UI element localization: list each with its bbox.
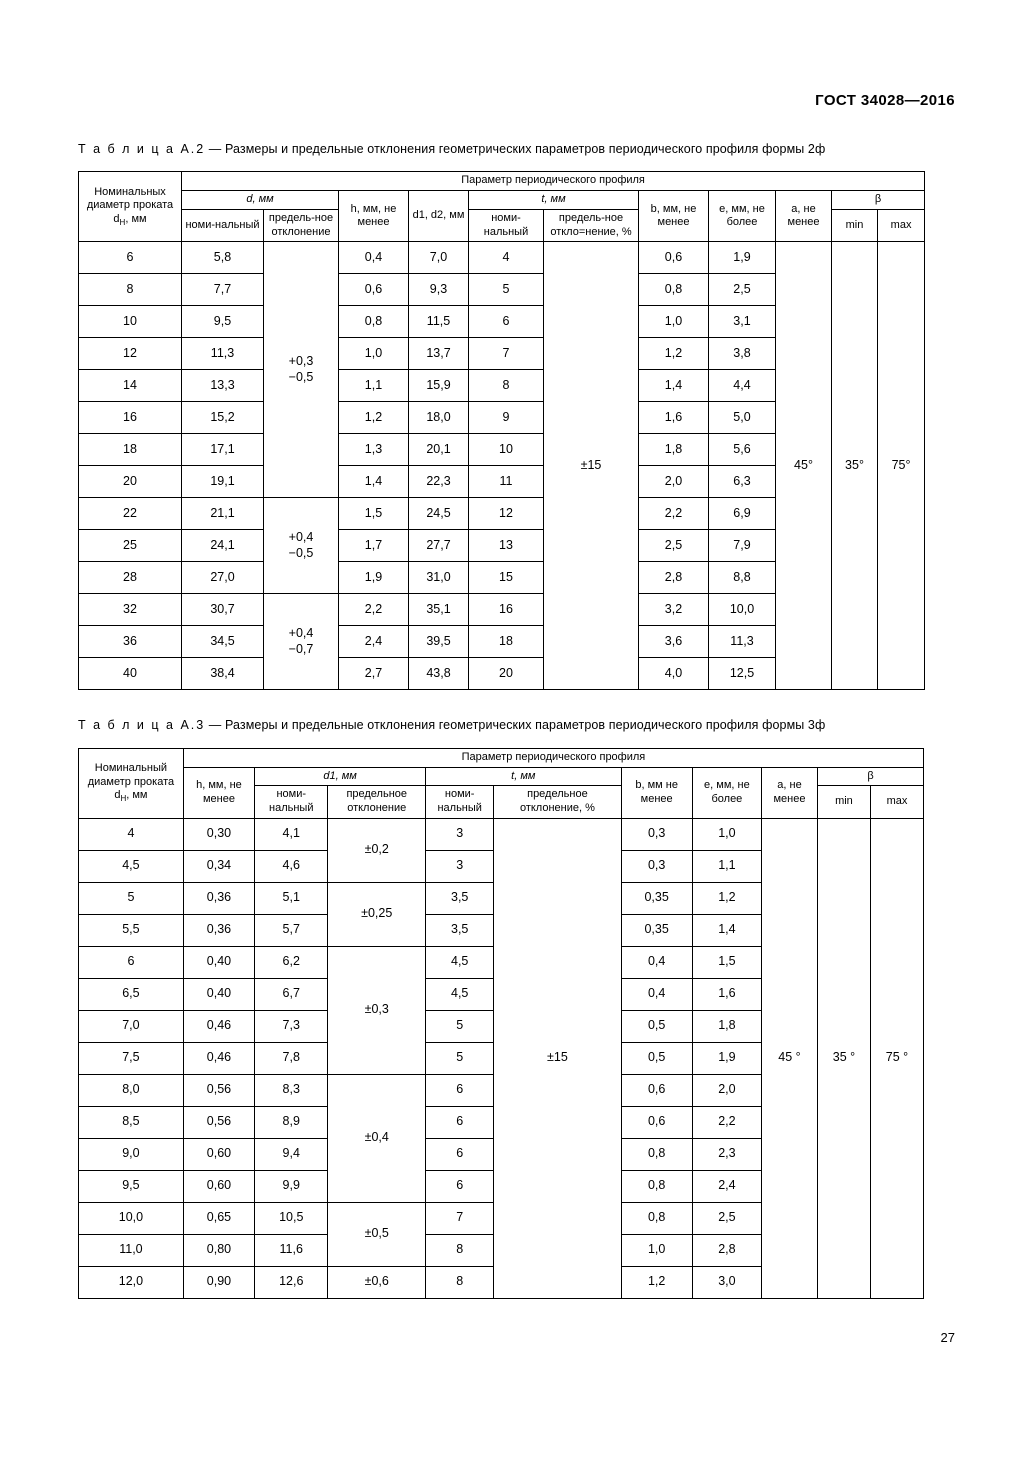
a2-cell-t-nominal: 8 xyxy=(469,370,544,402)
a3-cell-d1-nominal: 12,6 xyxy=(255,1266,328,1298)
a2-header-b: b, мм, не менее xyxy=(639,191,709,242)
a3-header-t-nominal: номи-нальный xyxy=(426,786,494,819)
a2-cell-d-nominal: 11,3 xyxy=(182,338,264,370)
a3-cell-t-deviation: ±15 xyxy=(494,818,621,1298)
a3-cell-d1-deviation: ±0,3 xyxy=(328,946,426,1074)
a3-cell-h: 0,80 xyxy=(183,1234,254,1266)
a3-cell-b: 0,5 xyxy=(621,1010,692,1042)
a3-cell-d1-nominal: 7,3 xyxy=(255,1010,328,1042)
a3-cell-nominal-diameter: 8,5 xyxy=(79,1106,184,1138)
a3-cell-nominal-diameter: 6 xyxy=(79,946,184,978)
a2-cell-t-nominal: 4 xyxy=(469,242,544,274)
a2-cell-d1d2: 13,7 xyxy=(409,338,469,370)
a2-cell-h: 1,9 xyxy=(339,562,409,594)
a3-cell-h: 0,30 xyxy=(183,818,254,850)
a3-cell-b: 0,35 xyxy=(621,882,692,914)
table-row xyxy=(79,242,925,274)
a3-cell-nominal-diameter: 6,5 xyxy=(79,978,184,1010)
a3-cell-d1-nominal: 4,1 xyxy=(255,818,328,850)
a3-nominal-diameter-label: Номинальный диаметр проката d xyxy=(87,761,175,802)
a3-body xyxy=(79,818,924,1298)
a3-cell-h: 0,56 xyxy=(183,1106,254,1138)
a3-header-t: t, мм xyxy=(426,767,621,786)
a3-cell-e: 2,8 xyxy=(692,1234,761,1266)
a3-cell-t-nominal: 5 xyxy=(426,1010,494,1042)
a2-cell-d1d2: 7,0 xyxy=(409,242,469,274)
page-number: 27 xyxy=(940,1330,955,1345)
a2-cell-e: 8,8 xyxy=(709,562,776,594)
a2-cell-a: 45° xyxy=(776,242,832,690)
a2-cell-d1d2: 22,3 xyxy=(409,466,469,498)
a2-cell-d1d2: 24,5 xyxy=(409,498,469,530)
table-a2-caption-text: — Размеры и предельные отклонения геометрических параметров периодического профиля формы 2ф xyxy=(205,142,826,156)
a3-cell-b: 0,8 xyxy=(621,1170,692,1202)
a3-header-b: b, мм не менее xyxy=(621,767,692,818)
a2-cell-b: 4,0 xyxy=(639,658,709,690)
a2-cell-d-nominal: 30,7 xyxy=(182,594,264,626)
a2-cell-b: 2,0 xyxy=(639,466,709,498)
a3-cell-nominal-diameter: 4 xyxy=(79,818,184,850)
a2-cell-d1d2: 18,0 xyxy=(409,402,469,434)
a3-header-h: h, мм, не менее xyxy=(183,767,254,818)
a2-cell-d1d2: 20,1 xyxy=(409,434,469,466)
a3-cell-b: 0,6 xyxy=(621,1106,692,1138)
a2-header-nominal-diameter xyxy=(79,172,182,242)
a2-cell-d-nominal: 19,1 xyxy=(182,466,264,498)
a3-cell-d1-deviation: ±0,6 xyxy=(328,1266,426,1298)
a3-cell-d1-nominal: 7,8 xyxy=(255,1042,328,1074)
a2-cell-nominal-diameter: 8 xyxy=(79,274,182,306)
table-a3 xyxy=(78,748,924,1299)
table-row xyxy=(79,818,924,850)
a2-body xyxy=(79,242,925,690)
a2-cell-e: 12,5 xyxy=(709,658,776,690)
a3-cell-t-nominal: 3,5 xyxy=(426,882,494,914)
a3-cell-beta-max: 75 ° xyxy=(870,818,923,1298)
a2-cell-d-nominal: 27,0 xyxy=(182,562,264,594)
a3-cell-t-nominal: 8 xyxy=(426,1266,494,1298)
a2-nominal-diameter-sub: H xyxy=(119,218,126,228)
a2-cell-d-nominal: 15,2 xyxy=(182,402,264,434)
a2-cell-h: 0,8 xyxy=(339,306,409,338)
table-a3-caption xyxy=(78,716,924,735)
a2-cell-h: 2,7 xyxy=(339,658,409,690)
a2-cell-e: 1,9 xyxy=(709,242,776,274)
a2-cell-b: 2,8 xyxy=(639,562,709,594)
a3-cell-e: 1,4 xyxy=(692,914,761,946)
a3-cell-d1-nominal: 6,2 xyxy=(255,946,328,978)
a2-cell-b: 3,2 xyxy=(639,594,709,626)
table-a3-caption-text: — Размеры и предельные отклонения геометрических параметров периодического профиля формы 3ф xyxy=(205,718,826,733)
a3-cell-h: 0,60 xyxy=(183,1138,254,1170)
a2-cell-e: 7,9 xyxy=(709,530,776,562)
a2-cell-h: 2,2 xyxy=(339,594,409,626)
a3-cell-h: 0,65 xyxy=(183,1202,254,1234)
a2-cell-t-nominal: 10 xyxy=(469,434,544,466)
a3-cell-nominal-diameter: 4,5 xyxy=(79,850,184,882)
a3-cell-t-nominal: 6 xyxy=(426,1138,494,1170)
a2-cell-d1d2: 39,5 xyxy=(409,626,469,658)
a2-cell-d1d2: 31,0 xyxy=(409,562,469,594)
a3-cell-t-nominal: 5 xyxy=(426,1042,494,1074)
a3-cell-e: 2,0 xyxy=(692,1074,761,1106)
a3-cell-e: 1,2 xyxy=(692,882,761,914)
a2-cell-nominal-diameter: 16 xyxy=(79,402,182,434)
a2-cell-h: 1,2 xyxy=(339,402,409,434)
a2-cell-nominal-diameter: 14 xyxy=(79,370,182,402)
a3-cell-t-nominal: 6 xyxy=(426,1106,494,1138)
a3-cell-nominal-diameter: 7,0 xyxy=(79,1010,184,1042)
a3-header-t-deviation: предельное отклонение, % xyxy=(494,786,621,819)
a2-nominal-diameter-units: , мм xyxy=(125,213,147,226)
a2-cell-nominal-diameter: 22 xyxy=(79,498,182,530)
a3-cell-d1-deviation: ±0,2 xyxy=(328,818,426,882)
a2-cell-b: 2,2 xyxy=(639,498,709,530)
a2-cell-d-nominal: 21,1 xyxy=(182,498,264,530)
a3-header-nominal-diameter xyxy=(79,748,184,818)
a3-cell-nominal-diameter: 10,0 xyxy=(79,1202,184,1234)
a2-cell-e: 6,9 xyxy=(709,498,776,530)
a2-cell-d-deviation: +0,4 −0,5 xyxy=(264,498,339,594)
a2-header-h: h, мм, не менее xyxy=(339,191,409,242)
a2-header-d-deviation: предель-ное отклонение xyxy=(264,209,339,242)
a3-cell-t-nominal: 4,5 xyxy=(426,946,494,978)
a3-cell-nominal-diameter: 5,5 xyxy=(79,914,184,946)
a2-cell-t-nominal: 11 xyxy=(469,466,544,498)
a2-cell-nominal-diameter: 25 xyxy=(79,530,182,562)
a2-header-a: a, не менее xyxy=(776,191,832,242)
a3-cell-b: 0,6 xyxy=(621,1074,692,1106)
a2-header-e: e, мм, не более xyxy=(709,191,776,242)
a3-cell-d1-nominal: 5,1 xyxy=(255,882,328,914)
a3-cell-t-nominal: 3,5 xyxy=(426,914,494,946)
a2-cell-d-nominal: 38,4 xyxy=(182,658,264,690)
a3-header-d1-deviation: предельное отклонение xyxy=(328,786,426,819)
a3-cell-nominal-diameter: 9,5 xyxy=(79,1170,184,1202)
a2-cell-nominal-diameter: 20 xyxy=(79,466,182,498)
a2-cell-d1d2: 9,3 xyxy=(409,274,469,306)
a3-header-beta-min: min xyxy=(817,786,870,819)
a2-cell-beta-min: 35° xyxy=(832,242,878,690)
a2-header-beta: β xyxy=(832,191,925,210)
a3-cell-e: 1,5 xyxy=(692,946,761,978)
a3-cell-b: 0,3 xyxy=(621,850,692,882)
a2-cell-b: 0,6 xyxy=(639,242,709,274)
a2-cell-t-nominal: 6 xyxy=(469,306,544,338)
a3-header-beta-max: max xyxy=(870,786,923,819)
a3-cell-d1-nominal: 6,7 xyxy=(255,978,328,1010)
a3-cell-b: 0,3 xyxy=(621,818,692,850)
a3-cell-d1-nominal: 4,6 xyxy=(255,850,328,882)
a3-cell-b: 0,8 xyxy=(621,1202,692,1234)
a3-cell-b: 0,8 xyxy=(621,1138,692,1170)
a2-cell-h: 1,7 xyxy=(339,530,409,562)
a3-cell-h: 0,90 xyxy=(183,1266,254,1298)
a2-cell-e: 4,4 xyxy=(709,370,776,402)
a2-cell-nominal-diameter: 32 xyxy=(79,594,182,626)
a2-cell-t-nominal: 5 xyxy=(469,274,544,306)
a3-cell-b: 0,4 xyxy=(621,978,692,1010)
a2-cell-h: 2,4 xyxy=(339,626,409,658)
a3-cell-e: 2,5 xyxy=(692,1202,761,1234)
a2-cell-b: 1,2 xyxy=(639,338,709,370)
a2-cell-e: 5,6 xyxy=(709,434,776,466)
a2-cell-b: 2,5 xyxy=(639,530,709,562)
a2-cell-t-nominal: 15 xyxy=(469,562,544,594)
a2-cell-b: 0,8 xyxy=(639,274,709,306)
a2-cell-d1d2: 11,5 xyxy=(409,306,469,338)
a3-cell-e: 1,8 xyxy=(692,1010,761,1042)
a2-cell-nominal-diameter: 28 xyxy=(79,562,182,594)
table-a2-caption-prefix: Т а б л и ц а А.2 xyxy=(78,142,206,156)
a2-header-d1d2: d1, d2, мм xyxy=(409,191,469,242)
a3-cell-h: 0,36 xyxy=(183,914,254,946)
a2-cell-b: 1,6 xyxy=(639,402,709,434)
page-content xyxy=(78,140,924,1299)
a3-cell-a: 45 ° xyxy=(762,818,818,1298)
table-a2-caption xyxy=(78,140,924,159)
a3-cell-e: 1,9 xyxy=(692,1042,761,1074)
a2-cell-h: 1,1 xyxy=(339,370,409,402)
a2-cell-nominal-diameter: 18 xyxy=(79,434,182,466)
a3-cell-nominal-diameter: 12,0 xyxy=(79,1266,184,1298)
a2-cell-e: 2,5 xyxy=(709,274,776,306)
a2-cell-b: 1,8 xyxy=(639,434,709,466)
a2-header-t-nominal: номи-нальный xyxy=(469,209,544,242)
a2-cell-beta-max: 75° xyxy=(878,242,925,690)
a2-header-param-group: Параметр периодического профиля xyxy=(182,172,925,191)
a3-cell-e: 2,4 xyxy=(692,1170,761,1202)
a2-cell-e: 3,8 xyxy=(709,338,776,370)
a2-cell-t-deviation: ±15 xyxy=(544,242,639,690)
a2-header-t: t, мм xyxy=(469,191,639,210)
a3-cell-h: 0,46 xyxy=(183,1010,254,1042)
a2-cell-d-nominal: 13,3 xyxy=(182,370,264,402)
a2-cell-nominal-diameter: 40 xyxy=(79,658,182,690)
a2-cell-d1d2: 43,8 xyxy=(409,658,469,690)
a3-cell-t-nominal: 3 xyxy=(426,850,494,882)
a2-cell-d-deviation: +0,4 −0,7 xyxy=(264,594,339,690)
a3-cell-b: 1,2 xyxy=(621,1266,692,1298)
a3-cell-beta-min: 35 ° xyxy=(817,818,870,1298)
a2-cell-b: 1,4 xyxy=(639,370,709,402)
a2-cell-b: 3,6 xyxy=(639,626,709,658)
a3-cell-e: 3,0 xyxy=(692,1266,761,1298)
a3-cell-h: 0,40 xyxy=(183,978,254,1010)
a2-cell-h: 1,0 xyxy=(339,338,409,370)
a2-cell-d-nominal: 5,8 xyxy=(182,242,264,274)
a3-cell-d1-nominal: 5,7 xyxy=(255,914,328,946)
a3-cell-d1-nominal: 8,9 xyxy=(255,1106,328,1138)
a3-header-beta: β xyxy=(817,767,923,786)
table-a2 xyxy=(78,171,925,690)
a2-header-beta-max: max xyxy=(878,209,925,242)
a3-cell-e: 2,3 xyxy=(692,1138,761,1170)
a3-cell-h: 0,56 xyxy=(183,1074,254,1106)
a2-cell-d1d2: 15,9 xyxy=(409,370,469,402)
a2-header-t-deviation: предель-ное откло=нение, % xyxy=(544,209,639,242)
a3-cell-d1-deviation: ±0,4 xyxy=(328,1074,426,1202)
a3-header-a: a, не менее xyxy=(762,767,818,818)
a3-nominal-diameter-units: , мм xyxy=(126,789,148,802)
a2-cell-d-nominal: 9,5 xyxy=(182,306,264,338)
a2-cell-h: 1,5 xyxy=(339,498,409,530)
a2-cell-e: 10,0 xyxy=(709,594,776,626)
a2-cell-nominal-diameter: 12 xyxy=(79,338,182,370)
a3-cell-t-nominal: 4,5 xyxy=(426,978,494,1010)
a2-cell-nominal-diameter: 36 xyxy=(79,626,182,658)
page-header: ГОСТ 34028—2016 xyxy=(815,92,955,109)
a3-cell-t-nominal: 3 xyxy=(426,818,494,850)
a3-cell-nominal-diameter: 5 xyxy=(79,882,184,914)
a3-cell-h: 0,46 xyxy=(183,1042,254,1074)
a2-cell-d-nominal: 24,1 xyxy=(182,530,264,562)
a3-cell-nominal-diameter: 9,0 xyxy=(79,1138,184,1170)
a3-cell-d1-nominal: 9,9 xyxy=(255,1170,328,1202)
a3-cell-nominal-diameter: 7,5 xyxy=(79,1042,184,1074)
a3-cell-d1-nominal: 8,3 xyxy=(255,1074,328,1106)
a3-header-e: e, мм, не более xyxy=(692,767,761,818)
a2-cell-h: 0,6 xyxy=(339,274,409,306)
a3-cell-b: 0,35 xyxy=(621,914,692,946)
a3-cell-d1-nominal: 9,4 xyxy=(255,1138,328,1170)
a3-header-d1-nominal: номи-нальный xyxy=(255,786,328,819)
a2-header-d-nominal: номи-нальный xyxy=(182,209,264,242)
a2-cell-h: 0,4 xyxy=(339,242,409,274)
a3-cell-e: 1,0 xyxy=(692,818,761,850)
a3-cell-t-nominal: 6 xyxy=(426,1074,494,1106)
a2-cell-d1d2: 27,7 xyxy=(409,530,469,562)
a2-cell-t-nominal: 12 xyxy=(469,498,544,530)
a2-cell-t-nominal: 16 xyxy=(469,594,544,626)
a2-cell-nominal-diameter: 6 xyxy=(79,242,182,274)
a2-nominal-diameter-label: Номинальных диаметр проката d xyxy=(86,185,174,226)
a3-cell-h: 0,40 xyxy=(183,946,254,978)
a3-cell-b: 0,5 xyxy=(621,1042,692,1074)
a2-cell-h: 1,4 xyxy=(339,466,409,498)
a2-cell-e: 11,3 xyxy=(709,626,776,658)
a3-cell-d1-nominal: 10,5 xyxy=(255,1202,328,1234)
a3-cell-t-nominal: 7 xyxy=(426,1202,494,1234)
a3-cell-b: 0,4 xyxy=(621,946,692,978)
a3-header-d1: d1, мм xyxy=(255,767,426,786)
a3-cell-nominal-diameter: 11,0 xyxy=(79,1234,184,1266)
a2-cell-t-nominal: 18 xyxy=(469,626,544,658)
a2-cell-d-nominal: 34,5 xyxy=(182,626,264,658)
a3-cell-d1-nominal: 11,6 xyxy=(255,1234,328,1266)
a2-cell-b: 1,0 xyxy=(639,306,709,338)
a3-cell-b: 1,0 xyxy=(621,1234,692,1266)
a2-header-beta-min: min xyxy=(832,209,878,242)
a2-cell-t-nominal: 7 xyxy=(469,338,544,370)
a2-cell-e: 6,3 xyxy=(709,466,776,498)
a3-cell-t-nominal: 8 xyxy=(426,1234,494,1266)
a3-cell-d1-deviation: ±0,5 xyxy=(328,1202,426,1266)
a3-cell-h: 0,34 xyxy=(183,850,254,882)
a3-nominal-diameter-sub: H xyxy=(120,794,127,804)
table-a3-caption-prefix: Т а б л и ц а А.3 xyxy=(78,718,206,733)
a2-cell-e: 3,1 xyxy=(709,306,776,338)
a2-cell-t-nominal: 9 xyxy=(469,402,544,434)
a3-cell-e: 1,6 xyxy=(692,978,761,1010)
a3-cell-nominal-diameter: 8,0 xyxy=(79,1074,184,1106)
a3-cell-h: 0,36 xyxy=(183,882,254,914)
a2-cell-nominal-diameter: 10 xyxy=(79,306,182,338)
a3-header-param-group: Параметр периодического профиля xyxy=(183,748,923,767)
a2-cell-h: 1,3 xyxy=(339,434,409,466)
a3-cell-e: 1,1 xyxy=(692,850,761,882)
a2-cell-t-nominal: 20 xyxy=(469,658,544,690)
a2-cell-e: 5,0 xyxy=(709,402,776,434)
a2-cell-d-nominal: 7,7 xyxy=(182,274,264,306)
a2-cell-d-nominal: 17,1 xyxy=(182,434,264,466)
a3-cell-d1-deviation: ±0,25 xyxy=(328,882,426,946)
a3-cell-t-nominal: 6 xyxy=(426,1170,494,1202)
a2-cell-d1d2: 35,1 xyxy=(409,594,469,626)
a2-cell-d-deviation: +0,3 −0,5 xyxy=(264,242,339,498)
a2-header-d: d, мм xyxy=(182,191,339,210)
a3-cell-h: 0,60 xyxy=(183,1170,254,1202)
a3-cell-e: 2,2 xyxy=(692,1106,761,1138)
a2-cell-t-nominal: 13 xyxy=(469,530,544,562)
